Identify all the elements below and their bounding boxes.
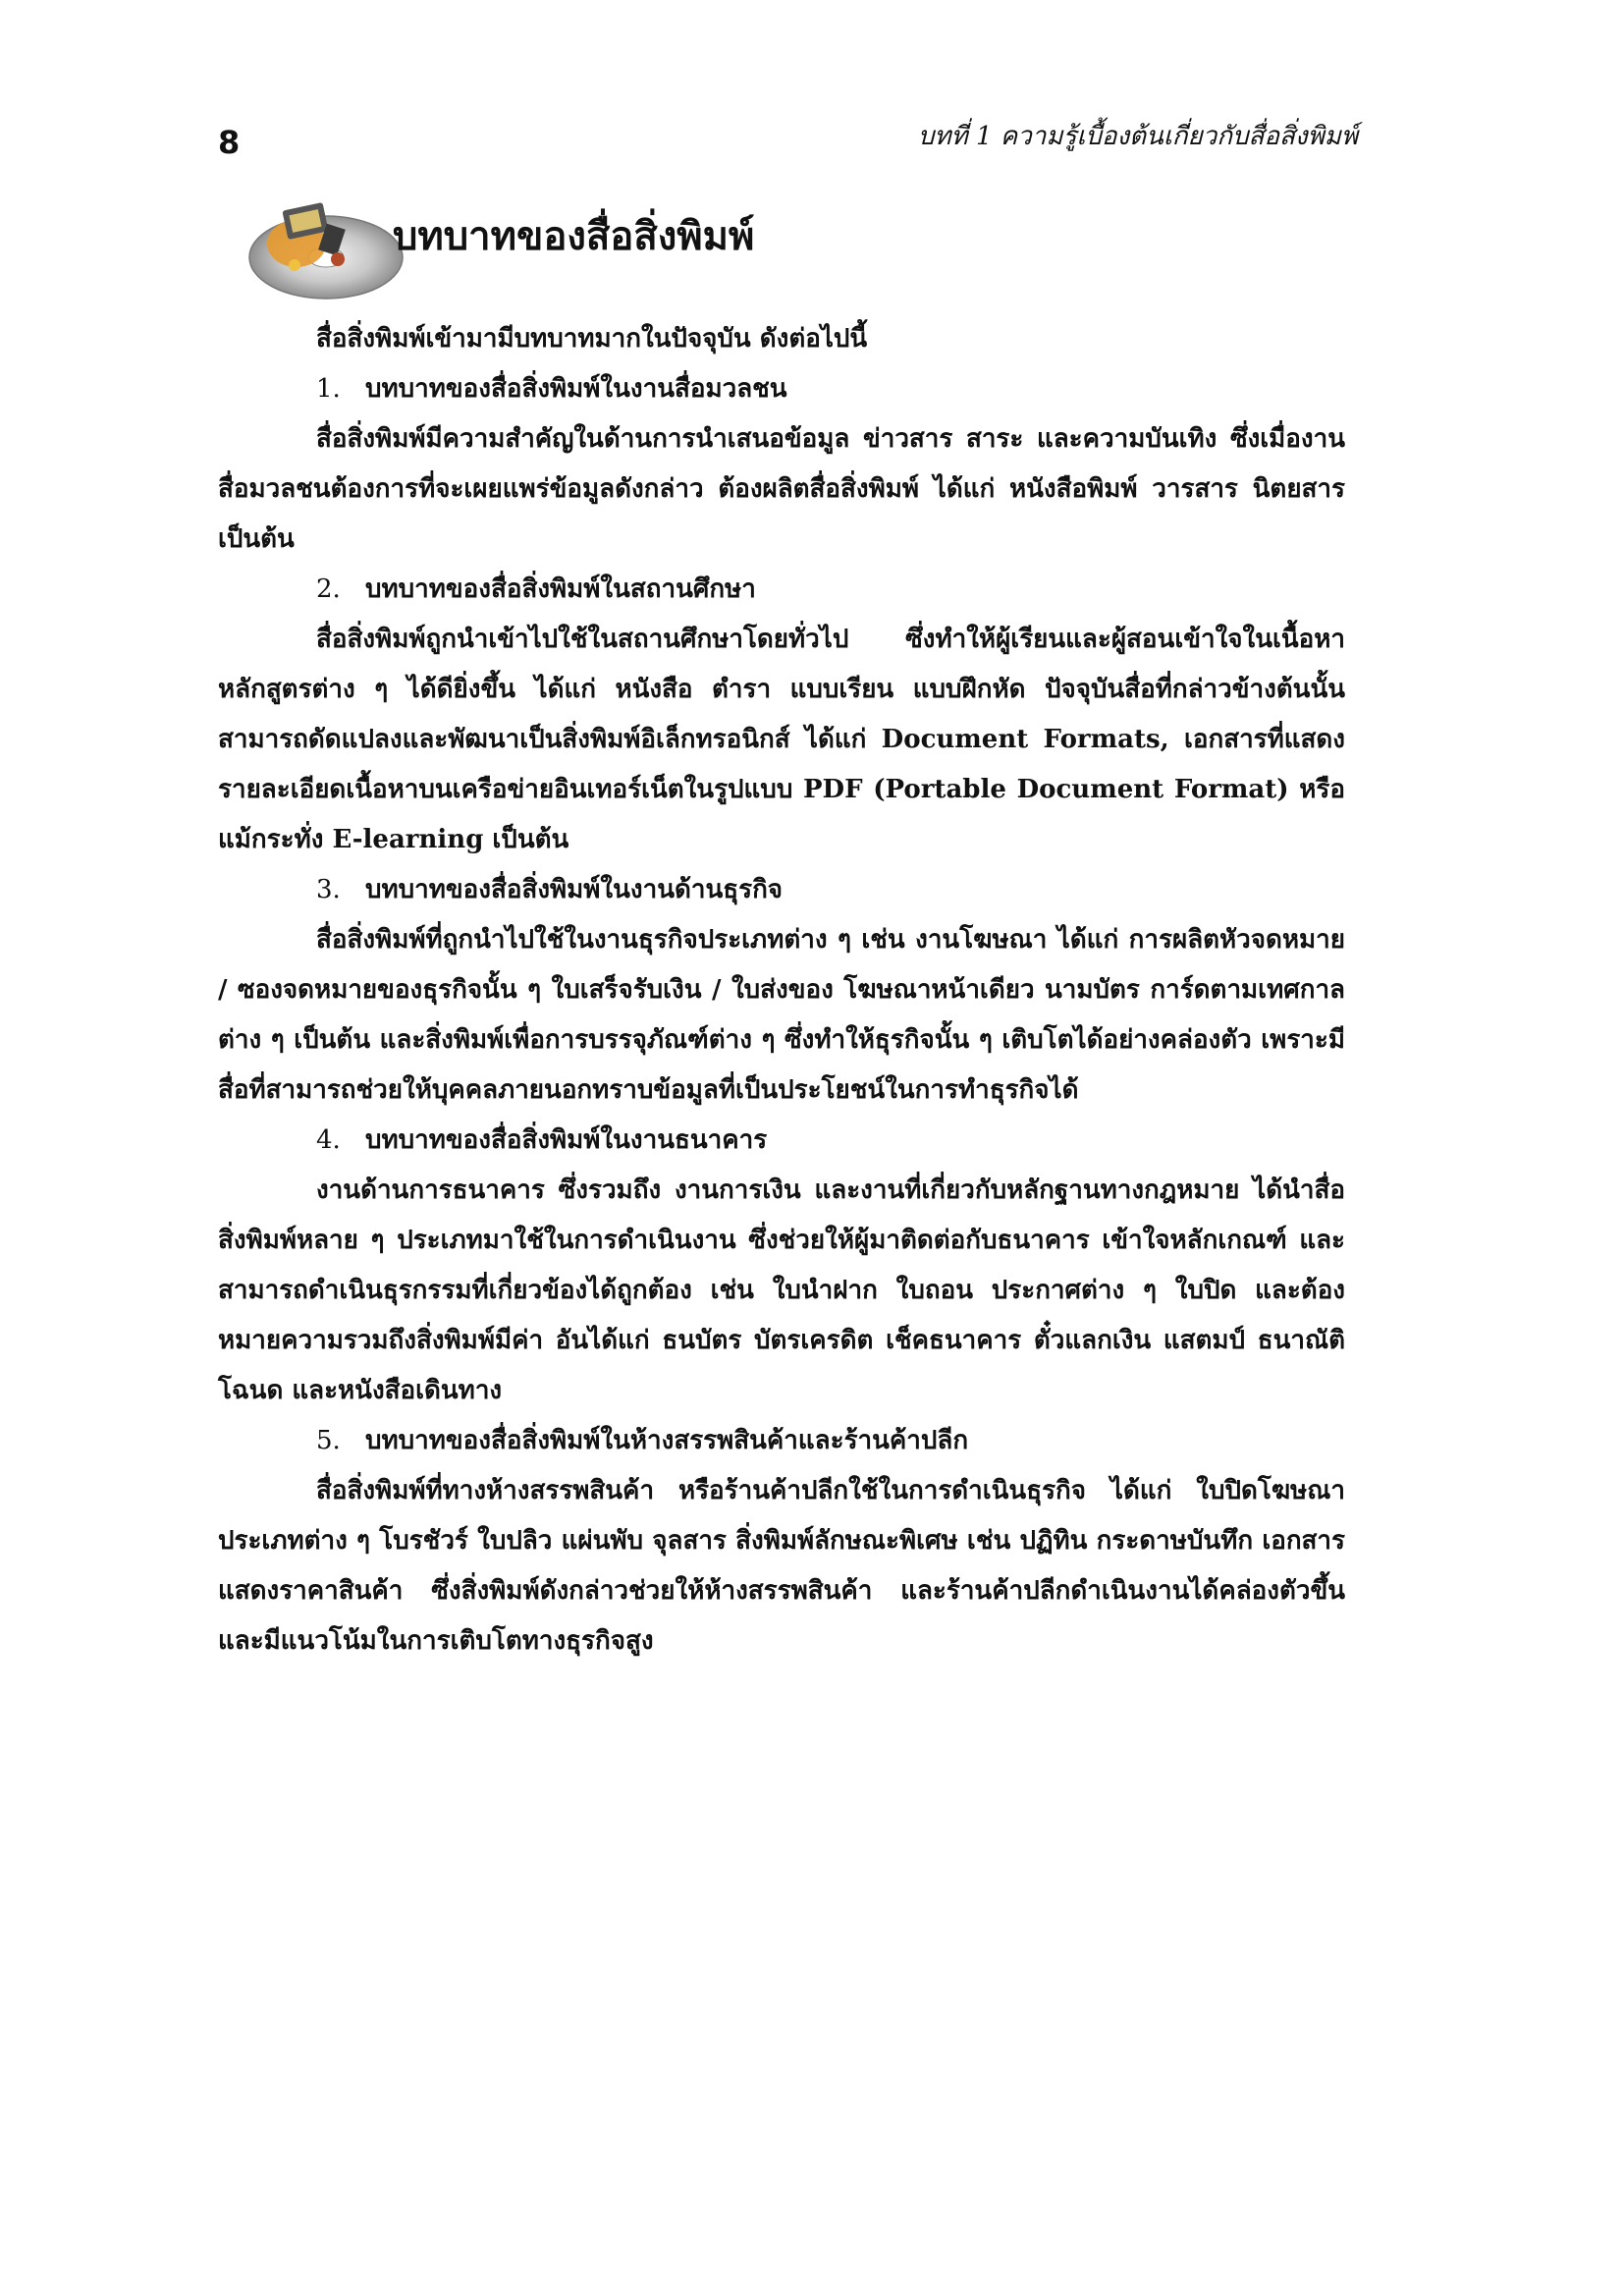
item-heading bbox=[218, 1116, 1345, 1166]
item-number: 3. bbox=[316, 875, 341, 904]
body-text bbox=[218, 314, 1345, 1667]
item-title: บทบาทของสื่อสิ่งพิมพ์ในสถานศึกษา bbox=[365, 574, 756, 604]
item-title: บทบาทของสื่อสิ่งพิมพ์ในห้างสรรพสินค้าและร้านค้าปลีก bbox=[365, 1426, 969, 1455]
item-paragraph: สื่อสิ่งพิมพ์ที่ถูกนำไปใช้ในงานธุรกิจประเภทต่าง ๆ เช่น งานโฆษณา ได้แก่ การผลิตหัวจดหมาย / ซองจดหมายของธุรกิจนั้น ๆ ใบเสร็จรับเงิน / ใบส่งของ โฆษณาหน้าเดียว นามบัตร การ์ดตามเทศกาลต่าง ๆ เป็นต้น และสิ่งพิมพ์เพื่อการบรรจุภัณฑ์ต่าง ๆ ซึ่งทำให้ธุรกิจนั้น ๆ เติบโตได้อย่างคล่องตัว เพราะมีสื่อที่สามารถช่วยให้บุคคลภายนอกทราบข้อมูลที่เป็นประโยชน์ในการทำธุรกิจได้ bbox=[218, 925, 1345, 1105]
page-number: 8 bbox=[218, 124, 241, 161]
item-title: บทบาทของสื่อสิ่งพิมพ์ในงานด้านธุรกิจ bbox=[365, 875, 784, 904]
running-header: บทที่ 1 ความรู้เบื้องต้นเกี่ยวกับสื่อสิ่งพิมพ์ bbox=[917, 122, 1358, 151]
item-number: 1. bbox=[316, 374, 341, 404]
item-number: 4. bbox=[316, 1125, 341, 1155]
item-paragraph: งานด้านการธนาคาร ซึ่งรวมถึง งานการเงิน และงานที่เกี่ยวกับหลักฐานทางกฎหมาย ได้นำสื่อสิ่งพิมพ์หลาย ๆ ประเภทมาใช้ในการดำเนินงาน ซึ่งช่วยให้ผู้มาติดต่อกับธนาคาร เข้าใจหลักเกณฑ์ และสามารถดำเนินธุรกรรมที่เกี่ยวข้องได้ถูกต้อง เช่น ใบนำฝาก ใบถอน ประกาศต่าง ๆ ใบปิด และต้องหมายความรวมถึงสิ่งพิมพ์มีค่า อันได้แก่ ธนบัตร บัตรเครดิต เช็คธนาคาร ตั๋วแลกเงิน แสตมป์ ธนาณัติ โฉนด และหนังสือเดินทาง bbox=[218, 1175, 1346, 1405]
disc-printing-icon bbox=[236, 187, 412, 304]
item-paragraph: สื่อสิ่งพิมพ์ที่ทางห้างสรรพสินค้า หรือร้านค้าปลีกใช้ในการดำเนินธุรกิจ ได้แก่ ใบปิดโฆษณาประเภทต่าง ๆ โบรชัวร์ ใบปลิว แผ่นพับ จุลสาร สิ่งพิมพ์ลักษณะพิเศษ เช่น ปฏิทิน กระดาษบันทึก เอกสารแสดงราคาสินค้า ซึ่งสิ่งพิมพ์ดังกล่าวช่วยให้ห้างสรรพสินค้า และร้านค้าปลีกดำเนินงานได้คล่องตัวขึ้น และมีแนวโน้มในการเติบโตทางธุรกิจสูง bbox=[218, 1476, 1345, 1656]
item-paragraph: สื่อสิ่งพิมพ์ถูกนำเข้าไปใช้ในสถานศึกษาโดยทั่วไป ซึ่งทำให้ผู้เรียนและผู้สอนเข้าใจในเนื้อหาหลักสูตรต่าง ๆ ได้ดียิ่งขึ้น ได้แก่ หนังสือ ตำรา แบบเรียน แบบฝึกหัด ปัจจุบันสื่อที่กล่าวข้างต้นนั้นสามารถดัดแปลงและพัฒนาเป็นสิ่งพิมพ์อิเล็กทรอนิกส์ ได้แก่ Document Formats, เอกสารที่แสดงรายละเอียดเนื้อหาบนเครือข่ายอินเทอร์เน็ตในรูปแบบ PDF (Portable Document Format) หรือแม้กระทั่ง E-learning เป็นต้น bbox=[218, 625, 1345, 854]
item-paragraph: สื่อสิ่งพิมพ์มีความสำคัญในด้านการนำเสนอข้อมูล ข่าวสาร สาระ และความบันเทิง ซึ่งเมื่องานสื่อมวลชนต้องการที่จะเผยแพร่ข้อมูลดังกล่าว ต้องผลิตสื่อสิ่งพิมพ์ ได้แก่ หนังสือพิมพ์ วารสาร นิตยสาร เป็นต้น bbox=[218, 424, 1345, 554]
item-number: 2. bbox=[316, 574, 341, 604]
item-title: บทบาทของสื่อสิ่งพิมพ์ในงานธนาคาร bbox=[365, 1125, 768, 1155]
section-heading: บทบาทของสื่อสิ่งพิมพ์ bbox=[393, 214, 755, 259]
item-title: บทบาทของสื่อสิ่งพิมพ์ในงานสื่อมวลชน bbox=[365, 374, 787, 404]
item-heading bbox=[218, 565, 1345, 615]
item-heading bbox=[218, 865, 1345, 915]
item-number: 5. bbox=[316, 1426, 341, 1455]
item-heading bbox=[218, 364, 1345, 414]
intro-paragraph: สื่อสิ่งพิมพ์เข้ามามีบทบาทมากในปัจจุบัน ดังต่อไปนี้ bbox=[316, 324, 868, 354]
item-heading bbox=[218, 1416, 1345, 1466]
